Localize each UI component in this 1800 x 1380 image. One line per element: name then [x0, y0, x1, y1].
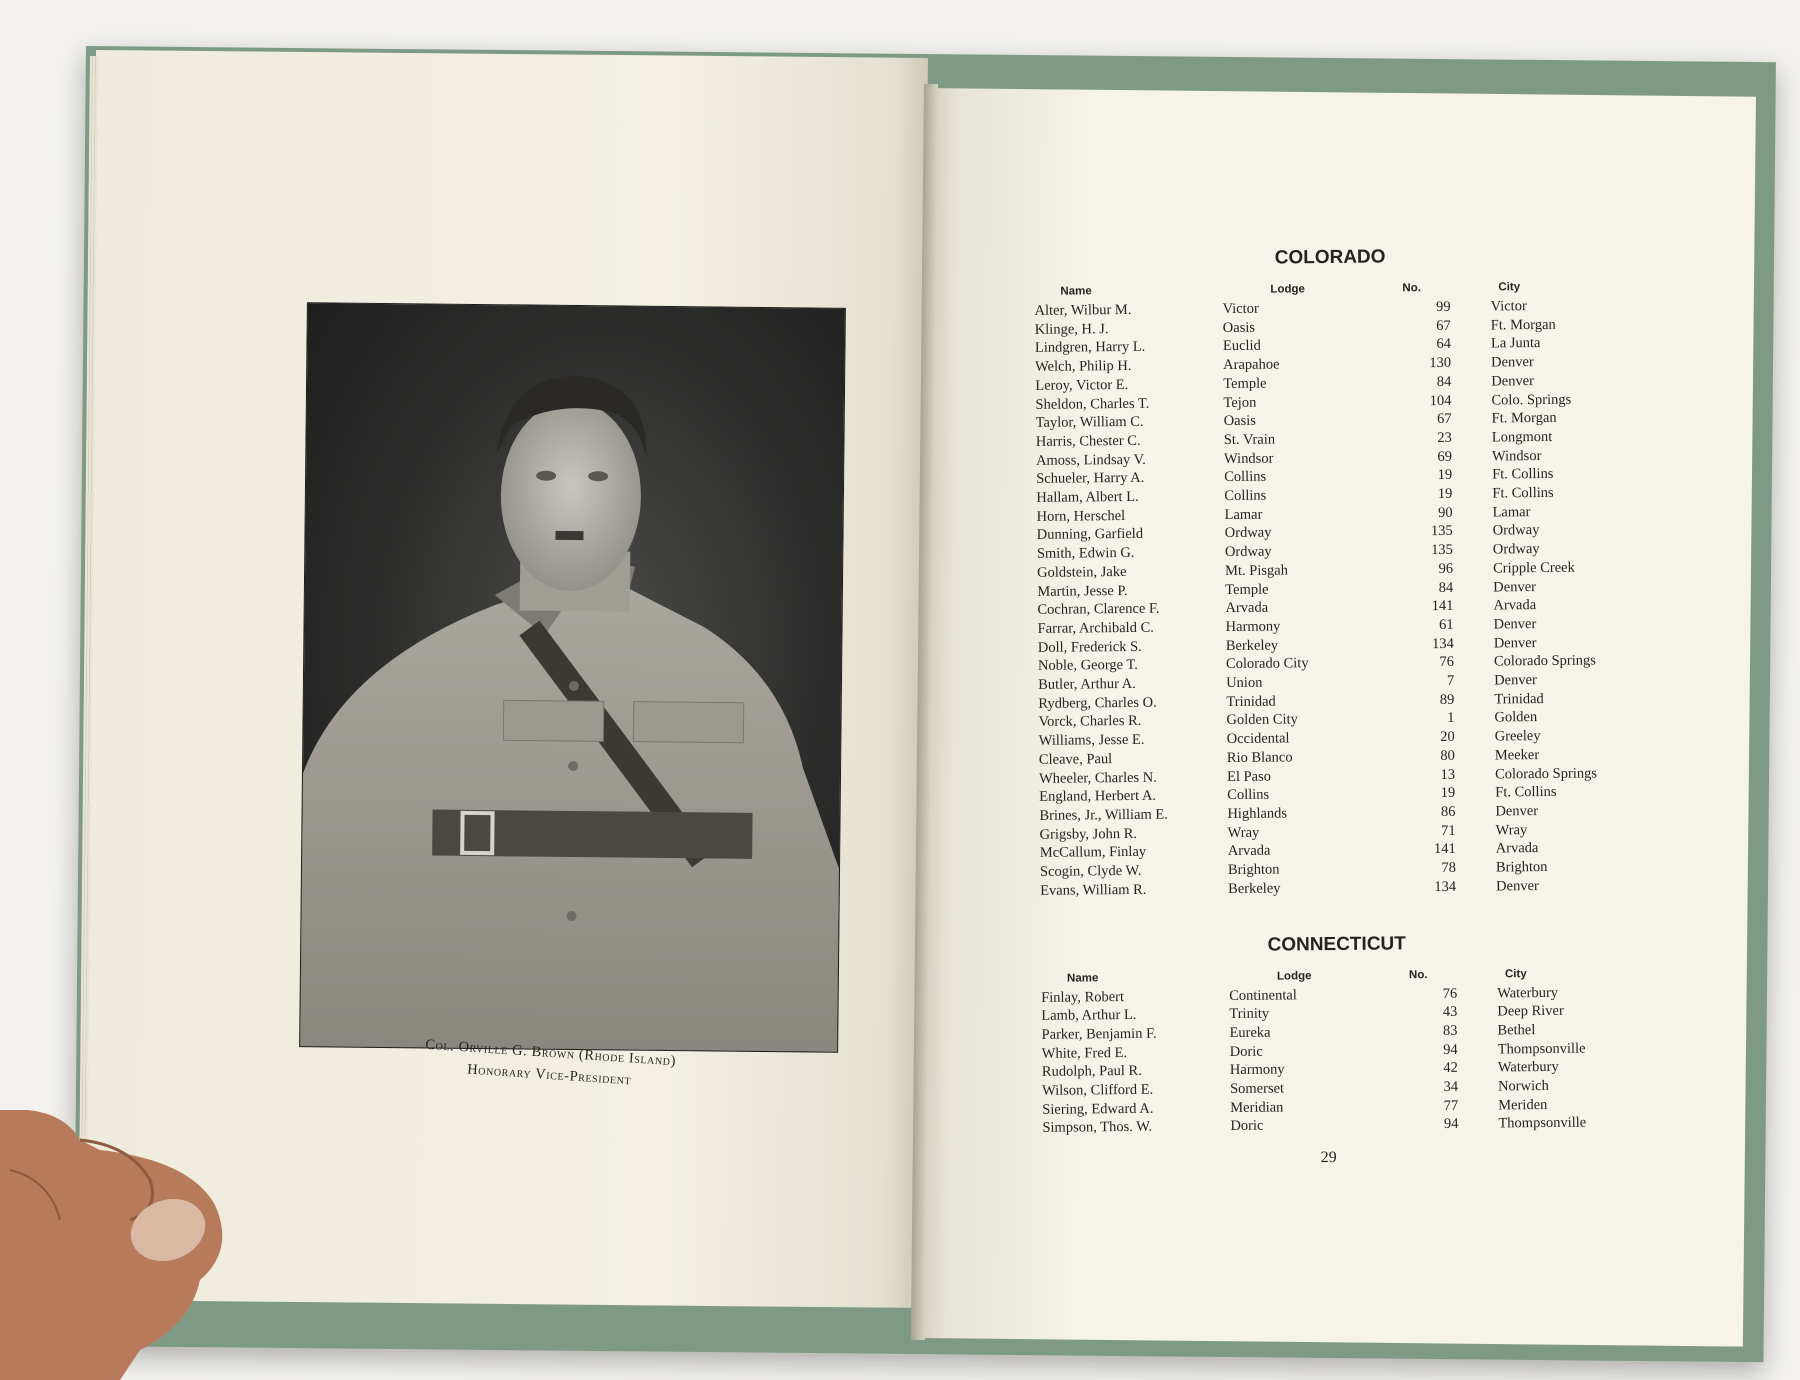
member-name: Goldstein, Jake	[1037, 563, 1127, 581]
member-no: 80	[1440, 747, 1455, 764]
state-heading: CONNECTICUT	[1267, 932, 1406, 956]
column-headers	[1027, 967, 1607, 985]
member-lodge: Brighton	[1227, 861, 1280, 879]
member-lodge: Euclid	[1222, 338, 1261, 355]
member-no: 83	[1442, 1022, 1458, 1039]
member-name: Scogin, Clyde W.	[1039, 862, 1142, 880]
member-city: Colorado Springs	[1493, 652, 1596, 670]
member-name: Sheldon, Charles T.	[1035, 395, 1150, 413]
member-lodge: Victor	[1222, 300, 1259, 318]
member-name: Butler, Arthur A.	[1038, 675, 1136, 693]
member-no: 99	[1435, 298, 1451, 316]
member-city: Arvada	[1495, 840, 1539, 857]
member-name: Farrar, Archibald C.	[1037, 619, 1154, 637]
member-name: Amoss, Lindsay V.	[1035, 451, 1146, 469]
member-no: 19	[1440, 785, 1456, 802]
header-no: No.	[1408, 968, 1428, 981]
member-lodge: Collins	[1224, 487, 1267, 505]
member-lodge: Arvada	[1227, 843, 1271, 860]
member-name: Lindgren, Harry L.	[1034, 339, 1146, 357]
member-no: 64	[1436, 336, 1452, 353]
member-city: Denver	[1495, 803, 1539, 820]
member-lodge: Harmony	[1229, 1061, 1285, 1079]
member-city: Ft. Morgan	[1490, 316, 1556, 334]
member-lodge: Collins	[1224, 468, 1267, 486]
member-city: Meeker	[1494, 746, 1540, 764]
member-city: Wray	[1495, 821, 1528, 839]
member-lodge: Highlands	[1227, 805, 1288, 823]
member-name: McCallum, Finlay	[1039, 844, 1147, 862]
member-lodge: Lamar	[1224, 506, 1263, 523]
member-no: 135	[1430, 523, 1453, 540]
member-no: 134	[1434, 878, 1457, 895]
member-no: 77	[1443, 1097, 1459, 1114]
header-city: City	[1504, 967, 1527, 980]
member-city: Ordway	[1492, 522, 1540, 539]
member-lodge: Mt. Pisgah	[1225, 562, 1289, 579]
member-city: Golden	[1494, 709, 1538, 726]
member-lodge: Berkeley	[1225, 637, 1279, 654]
member-no: 96	[1438, 560, 1454, 577]
member-lodge: Ordway	[1224, 525, 1272, 542]
member-city: Denver	[1494, 672, 1537, 689]
member-lodge: Eureka	[1229, 1024, 1271, 1041]
member-city: Waterbury	[1497, 984, 1559, 1001]
member-lodge: Oasis	[1223, 412, 1256, 430]
member-city: Bethel	[1497, 1021, 1536, 1039]
member-no: 7	[1446, 672, 1455, 689]
member-name: Williams, Jesse E.	[1038, 732, 1145, 750]
member-city: Colorado Springs	[1494, 765, 1598, 783]
portrait-photo	[299, 302, 846, 1053]
caption-line-2: Honorary Vice-President	[466, 1061, 632, 1089]
member-city: Deep River	[1497, 1003, 1564, 1020]
member-lodge: Union	[1226, 674, 1263, 692]
member-name: England, Herbert A.	[1039, 788, 1157, 806]
caption-line-1: Col. Orville G. Brown (Rhode Island)	[424, 1036, 677, 1070]
member-city: Ft. Collins	[1495, 784, 1557, 801]
member-name: Wilson, Clifford E.	[1041, 1081, 1154, 1099]
member-no: 84	[1436, 373, 1452, 390]
member-lodge: Temple	[1225, 581, 1269, 598]
member-lodge: Occidental	[1226, 730, 1290, 748]
member-city: Thompsonville	[1497, 1040, 1586, 1058]
member-lodge: St. Vrain	[1223, 431, 1276, 448]
member-no: 42	[1443, 1060, 1458, 1077]
member-name: Harris, Chester C.	[1035, 432, 1141, 450]
member-no: 76	[1442, 985, 1458, 1002]
header-city: City	[1498, 281, 1521, 294]
member-no: 19	[1437, 467, 1453, 484]
member-city: Trinidad	[1494, 690, 1544, 708]
member-no: 69	[1437, 448, 1453, 465]
member-name: White, Fred E.	[1041, 1044, 1128, 1062]
member-lodge: Golden City	[1226, 711, 1298, 729]
member-no: 141	[1431, 598, 1454, 615]
member-no: 134	[1431, 635, 1454, 652]
member-name: Martin, Jesse P.	[1037, 582, 1128, 600]
member-name: Smith, Edwin G.	[1036, 545, 1135, 562]
member-city: Ft. Morgan	[1491, 410, 1557, 427]
member-name: Alter, Wilbur M.	[1034, 301, 1132, 319]
member-city: Greeley	[1494, 728, 1541, 745]
member-no: 86	[1440, 803, 1456, 820]
header-lodge: Lodge	[1270, 283, 1305, 296]
member-lodge: Somerset	[1229, 1080, 1285, 1098]
member-city: Denver	[1493, 616, 1537, 633]
member-no: 67	[1436, 317, 1451, 334]
member-no: 19	[1437, 485, 1453, 503]
member-name: Noble, George T.	[1037, 657, 1138, 675]
member-city: Meriden	[1498, 1096, 1548, 1114]
member-city: Norwich	[1497, 1077, 1549, 1095]
member-list	[1020, 244, 1609, 1170]
member-lodge: Collins	[1227, 786, 1270, 804]
member-lodge: Berkeley	[1228, 880, 1281, 897]
member-no: 104	[1429, 392, 1452, 409]
member-name: Horn, Herschel	[1036, 507, 1126, 525]
member-city: Denver	[1496, 877, 1539, 895]
member-lodge: Doric	[1230, 1118, 1264, 1135]
member-lodge: Wray	[1227, 824, 1260, 841]
member-name: Welch, Philip H.	[1035, 358, 1132, 375]
member-name: Dunning, Garfield	[1036, 526, 1144, 544]
member-lodge: Harmony	[1225, 618, 1281, 635]
member-lodge: Continental	[1229, 986, 1297, 1004]
member-lodge: Tejon	[1223, 394, 1257, 411]
member-name: Doll, Frederick S.	[1037, 638, 1142, 656]
member-no: 20	[1440, 729, 1455, 746]
member-no: 141	[1433, 841, 1456, 858]
member-lodge: Oasis	[1222, 319, 1256, 336]
member-name: Hallam, Albert L.	[1036, 488, 1139, 506]
member-lodge: Colorado City	[1225, 655, 1309, 673]
member-city: Colo. Springs	[1491, 391, 1572, 408]
member-name: Parker, Benjamin F.	[1041, 1025, 1157, 1043]
member-no: 61	[1439, 616, 1454, 633]
member-lodge: Trinidad	[1226, 693, 1276, 710]
member-name: Siering, Edward A.	[1042, 1100, 1154, 1118]
member-city: Ft. Collins	[1492, 484, 1554, 502]
member-city: Waterbury	[1497, 1059, 1559, 1076]
member-name: Wheeler, Charles N.	[1038, 769, 1157, 787]
member-name: Cleave, Paul	[1038, 751, 1113, 768]
section-connecticut	[1027, 931, 1609, 1138]
member-no: 89	[1439, 691, 1455, 708]
member-city: Denver	[1493, 634, 1537, 652]
member-no: 94	[1443, 1116, 1459, 1133]
member-no: 90	[1437, 504, 1453, 521]
member-no: 23	[1437, 429, 1452, 446]
member-name: Grigsby, John R.	[1039, 825, 1138, 843]
member-city: Longmont	[1491, 428, 1553, 446]
member-name: Evans, William R.	[1040, 881, 1147, 899]
member-lodge: Arvada	[1225, 599, 1269, 617]
member-name: Cochran, Clarence F.	[1037, 600, 1160, 619]
member-city: Arvada	[1493, 597, 1537, 614]
state-heading: COLORADO	[1274, 246, 1386, 269]
member-no: 94	[1443, 1041, 1458, 1058]
header-lodge: Lodge	[1276, 969, 1312, 983]
member-city: Victor	[1490, 298, 1527, 315]
member-name: Leroy, Victor E.	[1035, 376, 1129, 394]
member-name: Klinge, H. J.	[1034, 320, 1109, 338]
member-name: Finlay, Robert	[1041, 988, 1125, 1006]
member-no: 135	[1431, 541, 1453, 559]
member-city: Brighton	[1495, 859, 1548, 876]
member-lodge: Arapahoe	[1223, 356, 1280, 374]
member-name: Rydberg, Charles O.	[1038, 694, 1157, 712]
member-city: Windsor	[1491, 447, 1542, 465]
member-no: 13	[1440, 766, 1456, 783]
member-no: 43	[1442, 1004, 1458, 1021]
member-city: Ft. Collins	[1492, 466, 1554, 483]
member-lodge: Trinity	[1229, 1005, 1270, 1023]
member-city: Denver	[1493, 578, 1537, 596]
member-no: 71	[1441, 822, 1456, 839]
member-city: Denver	[1491, 372, 1535, 390]
member-name: Schueler, Harry A.	[1036, 470, 1145, 488]
member-no: 130	[1429, 354, 1452, 372]
column-headers	[1020, 280, 1600, 298]
page-number: 29	[1320, 1149, 1337, 1167]
member-city: Thompsonville	[1498, 1115, 1587, 1132]
header-name: Name	[1060, 285, 1092, 298]
member-name: Simpson, Thos. W.	[1042, 1119, 1153, 1137]
member-city: Denver	[1491, 354, 1534, 371]
member-name: Lamb, Arthur L.	[1041, 1007, 1137, 1025]
member-city: Cripple Creek	[1493, 559, 1575, 577]
member-lodge: Ordway	[1224, 543, 1272, 561]
header-name: Name	[1066, 971, 1099, 985]
header-no: No.	[1402, 282, 1421, 295]
section-colorado	[1020, 244, 1606, 900]
member-name: Vorck, Charles R.	[1038, 713, 1142, 731]
member-no: 1	[1447, 710, 1455, 727]
member-city: La Junta	[1490, 335, 1541, 352]
member-name: Brines, Jr., William E.	[1039, 806, 1168, 824]
member-lodge: Temple	[1223, 375, 1267, 392]
member-lodge: El Paso	[1226, 768, 1272, 785]
hand	[0, 1110, 250, 1380]
member-no: 78	[1441, 859, 1457, 877]
member-no: 84	[1438, 579, 1454, 596]
member-name: Rudolph, Paul R.	[1041, 1063, 1142, 1081]
member-lodge: Rio Blanco	[1226, 749, 1293, 766]
member-no: 34	[1443, 1078, 1459, 1095]
member-name: Taylor, William C.	[1035, 414, 1144, 432]
member-lodge: Meridian	[1230, 1099, 1284, 1116]
member-no: 67	[1437, 411, 1452, 428]
member-lodge: Windsor	[1223, 450, 1274, 467]
member-no: 76	[1439, 654, 1455, 671]
member-city: Ordway	[1492, 541, 1540, 558]
member-lodge: Doric	[1229, 1043, 1263, 1060]
member-city: Lamar	[1492, 503, 1531, 521]
